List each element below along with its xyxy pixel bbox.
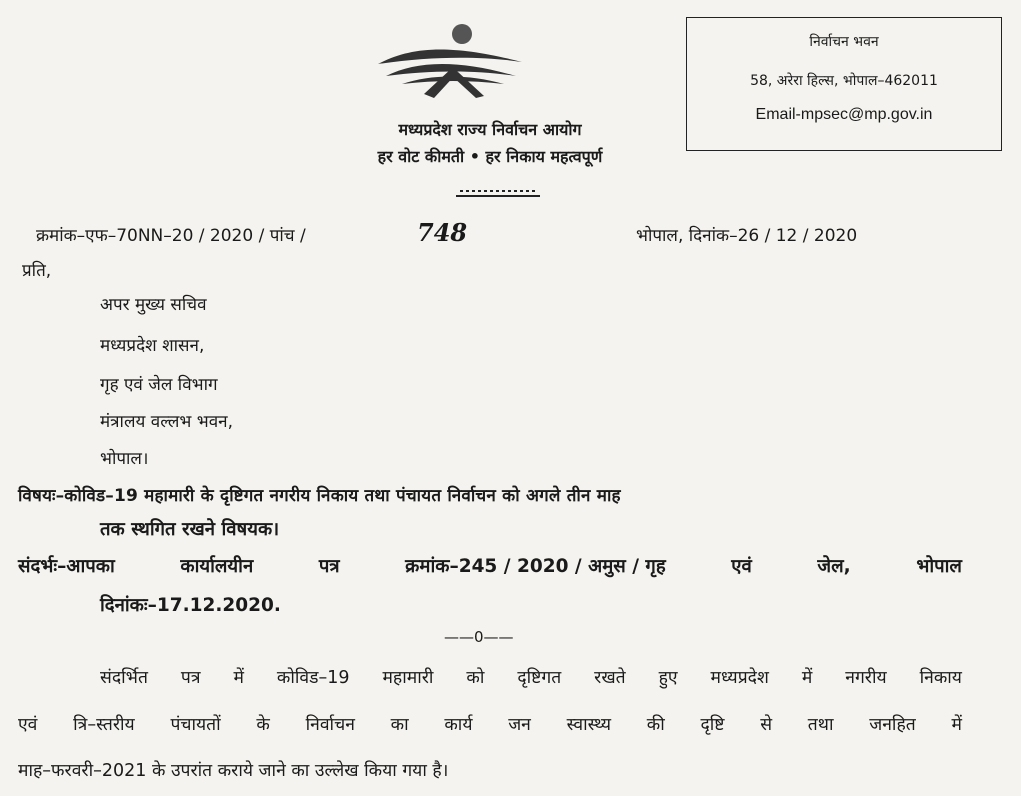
body-word: निकाय <box>919 668 962 688</box>
body-word: जन <box>508 715 531 735</box>
address-box <box>686 17 1002 151</box>
recipient-line: मध्यप्रदेश शासन, <box>100 336 205 356</box>
recipient-line: भोपाल। <box>100 449 149 469</box>
address-building: निर्वाचन भवन <box>809 34 879 50</box>
body-word: के <box>256 715 270 735</box>
recipient-line: गृह एवं जेल विभाग <box>100 375 218 395</box>
body-word: मध्यप्रदेश <box>710 668 769 688</box>
body-word: रखते <box>594 668 626 688</box>
reference-word: जेल, <box>817 556 851 577</box>
body-word: दृष्टि <box>700 715 725 735</box>
organization-name: मध्यप्रदेश राज्य निर्वाचन आयोग <box>398 120 582 139</box>
body-word: में <box>951 715 962 735</box>
recipient-line: अपर मुख्य सचिव <box>100 295 207 315</box>
subject-line-1: विषयः–कोविड–19 महामारी के दृष्टिगत नगरीय निकाय तथा पंचायत निर्वाचन को अगले तीन माह <box>18 486 621 506</box>
place-date: भोपाल, दिनांक–26 / 12 / 2020 <box>636 226 858 246</box>
body-word: में <box>233 668 244 688</box>
body-word: त्रि–स्तरीय <box>73 715 135 735</box>
body-word: निर्वाचन <box>305 715 355 735</box>
reference-word: एवं <box>731 556 752 577</box>
body-word: हुए <box>658 668 678 688</box>
recipient-line: मंत्रालय वल्लभ भवन, <box>100 412 233 432</box>
subject-line-2: तक स्थगित रखने विषयक। <box>100 519 280 540</box>
address-email: Email-mpsec@mp.gov.in <box>755 106 933 123</box>
body-word: तथा <box>807 715 834 735</box>
body-word: कोविड–19 <box>276 668 350 688</box>
commission-logo <box>372 20 528 104</box>
body-word: में <box>801 668 813 688</box>
body-word: पत्र <box>180 668 201 688</box>
handwritten-number: 748 <box>417 218 468 247</box>
body-word: एवं <box>18 715 38 735</box>
body-line-3: माह–फरवरी–2021 के उपरांत कराये जाने का उल्लेख किया गया है। <box>18 761 449 781</box>
body-word: का <box>390 715 409 735</box>
letter-number: क्रमांक–एफ–70NN–20 / 2020 / पांच / <box>36 226 306 246</box>
reference-word: कार्यालयीन <box>180 556 254 577</box>
body-word: स्वास्थ्य <box>566 715 612 735</box>
reference-word: पत्र <box>318 556 340 577</box>
address-street: 58, अरेरा हिल्स, भोपाल–462011 <box>750 73 938 89</box>
body-line-1 <box>100 665 962 689</box>
to-label: प्रति, <box>22 261 52 281</box>
body-word: पंचायतों <box>170 715 221 735</box>
body-word: को <box>466 668 485 688</box>
body-word: की <box>646 715 665 735</box>
reference-word: संदर्भः–आपका <box>18 556 115 577</box>
reference-letter-line-1 <box>18 553 962 578</box>
body-word: संदर्भित <box>100 668 148 688</box>
reference-letter-date: दिनांकः–17.12.2020. <box>100 595 281 616</box>
body-word: कार्य <box>444 715 473 735</box>
body-line-2 <box>18 712 962 736</box>
separator: ——0—— <box>444 628 514 646</box>
reference-word: क्रमांक–245 / 2020 / अमुस / गृह <box>405 556 666 577</box>
body-word: दृष्टिगत <box>517 668 562 688</box>
organization-tagline: हर वोट कीमती • हर निकाय महत्वपूर्ण <box>377 147 603 166</box>
body-word: जनहित <box>869 715 916 735</box>
body-word: महामारी <box>382 668 434 688</box>
reference-word: भोपाल <box>916 556 962 577</box>
divider-ornament <box>456 190 540 198</box>
body-word: से <box>760 715 773 735</box>
body-word: नगरीय <box>845 668 887 688</box>
